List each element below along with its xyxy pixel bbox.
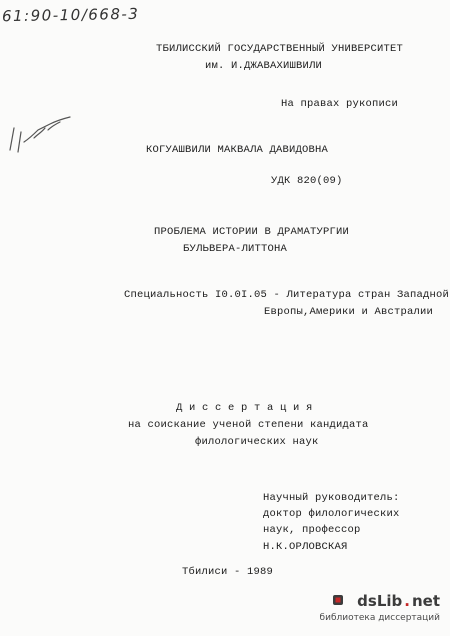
thesis-title-line-2: БУЛЬВЕРА-ЛИТТОНА	[183, 243, 288, 255]
dissertation-label: Д и с с е р т а ц и я	[176, 402, 313, 414]
named-after: им. И.ДЖАВАХИШВИЛИ	[205, 60, 323, 72]
thesis-title-line-1: ПРОБЛЕМА ИСТОРИИ В ДРАМАТУРГИИ	[154, 226, 350, 238]
supervisor-label: Научный руководитель:	[263, 492, 400, 504]
degree-line-1: на соискание ученой степени кандидата	[128, 419, 369, 431]
manuscript-rights: На правах рукописи	[281, 98, 399, 110]
dslib-watermark[interactable]	[319, 592, 444, 632]
dslib-subtitle: библиотека диссертаций	[319, 613, 440, 623]
archive-number: 61:90-10/668-3	[1, 4, 140, 26]
author-name: КОГУАШВИЛИ МАКВАЛА ДАВИДОВНА	[146, 144, 329, 156]
dslib-brand-net: net	[411, 592, 440, 610]
dslib-logo-text	[357, 592, 440, 610]
supervisor-name: Н.К.ОРЛОВСКАЯ	[263, 541, 348, 553]
city-year: Тбилиси - 1989	[182, 566, 274, 578]
degree-line-2: филологических наук	[195, 436, 319, 448]
specialty-line-1: Специальность I0.0I.05 - Литература стран Западной	[124, 289, 450, 301]
dslib-brand-dark: dsLib	[357, 592, 403, 610]
handwritten-signature	[4, 108, 84, 168]
udc-code: УДК 820(09)	[271, 175, 343, 187]
supervisor-degree-1: доктор филологических	[263, 508, 400, 520]
supervisor-degree-2: наук, профессор	[263, 524, 361, 536]
specialty-line-2: Европы,Америки и Австралии	[264, 306, 434, 318]
university-name: ТБИЛИССКИЙ ГОСУДАРСТВЕННЫЙ УНИВЕРСИТЕТ	[156, 43, 404, 55]
dslib-logo-icon	[332, 594, 344, 606]
dslib-brand-dot: .	[404, 592, 410, 610]
